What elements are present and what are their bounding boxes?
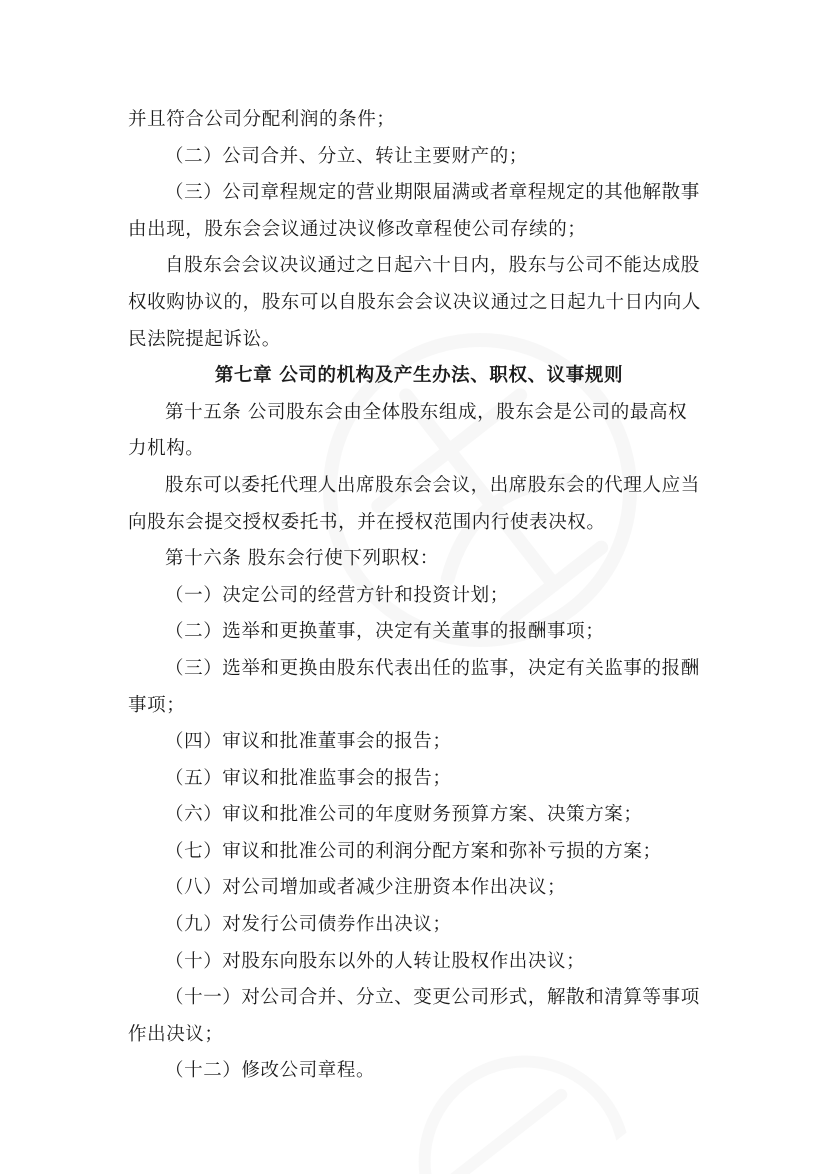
paragraph-line: （二）公司合并、分立、转让主要财产的； [165,145,528,167]
paragraph-line: （三）公司章程规定的营业期限届满或者章程规定的其他解散事 [165,182,700,204]
paragraph-line: 向股东会提交授权委托书，并在授权范围内行使表决权。 [128,511,606,533]
paragraph-line: （十一）对公司合并、分立、变更公司形式，解散和清算等事项 [165,987,700,1009]
paragraph-line: （六）审议和批准公司的年度财务预算方案、决策方案； [165,804,643,826]
paragraph-line: 力机构。 [128,438,205,460]
chapter-heading: 第七章 公司的机构及产生办法、职权、议事规则 [214,365,624,387]
paragraph-line: 自股东会会议决议通过之日起六十日内，股东与公司不能达成股 [165,255,700,277]
paragraph-line: 并且符合公司分配利润的条件； [128,109,396,130]
paragraph-line: 作出决议； [128,1023,224,1045]
paragraph-line: 第十六条 股东会行使下列职权： [165,548,439,570]
paragraph-line: （五）审议和批准监事会的报告； [165,767,452,789]
paragraph-line: 股东可以委托代理人出席股东会会议，出席股东会的代理人应当 [165,474,700,496]
paragraph-line: （九）对发行公司债券作出决议； [165,914,452,936]
paragraph-line: （一）决定公司的经营方针和投资计划； [165,584,509,606]
paragraph-line: 第十五条 公司股东会由全体股东组成，股东会是公司的最高权 [165,401,688,423]
paragraph-line: 民法院提起诉讼。 [128,328,281,350]
paragraph-line: （七）审议和批准公司的利润分配方案和弥补亏损的方案； [165,840,662,862]
paragraph-line: 由出现，股东会会议通过决议修改章程使公司存续的； [128,218,587,240]
paragraph-line: 权收购协议的，股东可以自股东会会议决议通过之日起九十日内向人 [128,291,702,313]
document-body [128,102,710,1090]
paragraph-line: （十）对股东向股东以外的人转让股权作出决议； [165,950,586,972]
paragraph-line: （八）对公司增加或者减少注册资本作出决议； [165,877,567,899]
paragraph-line: （二）选举和更换董事，决定有关董事的报酬事项； [165,621,605,643]
paragraph-line: 事项； [128,694,186,716]
paragraph-line: （十二）修改公司章程。 [165,1060,376,1082]
paragraph-line: （四）审议和批准董事会的报告； [165,731,452,753]
paragraph-line: （三）选举和更换由股东代表出任的监事，决定有关监事的报酬 [165,657,700,679]
